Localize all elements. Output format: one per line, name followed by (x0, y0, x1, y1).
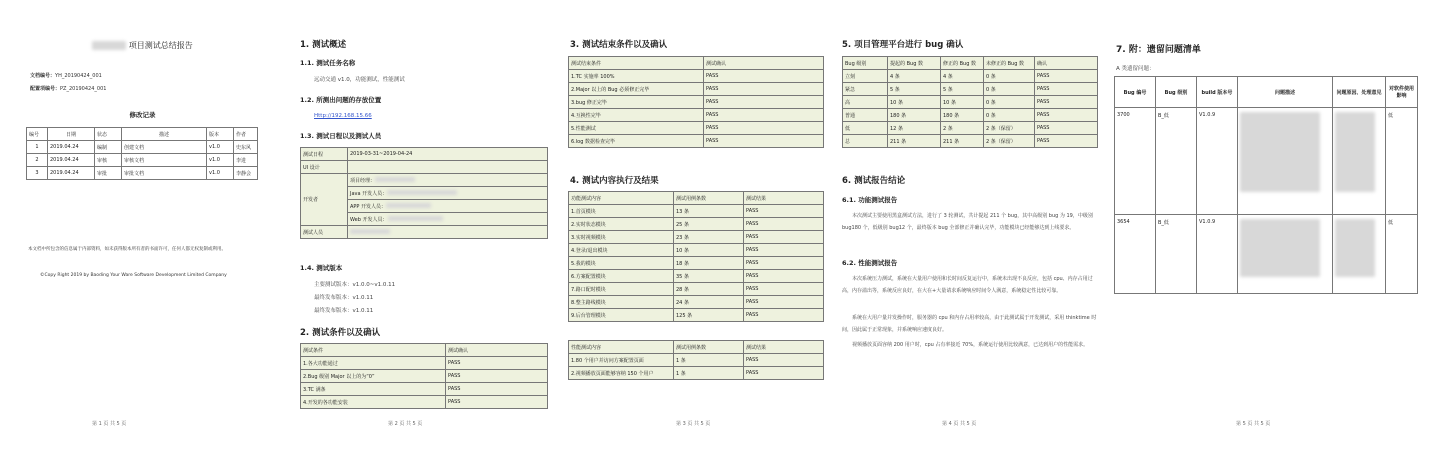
performance-report-text: 本次系统压力测试，系统在大量用户使用和长时间反复运行中，系统未出现不良反应，包括 cpu、内存占用过高，内存溢出等，系统反应良好，在大在+大量请求系统响应时间令人满意，系统稳定性比较可靠。 (842, 276, 1093, 294)
cell: 2.实时状态模块 (569, 218, 674, 231)
table-row (569, 135, 824, 148)
schedule-table (300, 147, 548, 239)
cell: PASS (744, 367, 824, 380)
cell: 3.bug 修正完毕 (569, 96, 704, 109)
cell: 审核文档 (122, 154, 207, 167)
cell: PASS (744, 205, 824, 218)
cell: PASS (704, 83, 824, 96)
cell: 2 条 (941, 122, 984, 135)
revision-header: 编号 (27, 128, 48, 141)
header-cell: 测试确认 (704, 57, 824, 70)
cell: 李进 (234, 154, 258, 167)
task-text: 远动交通 v1.0，功能测试，性能测试 (314, 77, 405, 83)
version-line: 主要测试版本：v1.0.0~v1.0.11 (314, 282, 396, 288)
table-row (569, 96, 824, 109)
header-cell: 测试确认 (446, 344, 548, 357)
end-conditions-table (568, 56, 824, 148)
revision-header: 描述 (122, 128, 207, 141)
table-header-row (843, 57, 1098, 70)
revision-header: 版本 (207, 128, 234, 141)
cell: 0 条 (984, 109, 1035, 122)
table-row (301, 174, 548, 187)
section-heading: 1.4. 测试版本 (300, 264, 343, 272)
page-number: 第 2 页 共 5 页 (388, 421, 423, 427)
cell: 24 条 (674, 296, 744, 309)
version-line: 最终发布版本：v1.0.11 (314, 308, 374, 314)
cell: 1 条 (674, 354, 744, 367)
cell: PASS (446, 357, 548, 370)
cell: 4.开发的各功能安装 (301, 396, 446, 409)
cell: 6.log 数据检查完毕 (569, 135, 704, 148)
cell: 2019.04.24 (48, 154, 95, 167)
performance-report-text: 视频播放页面容纳 200 用户时，cpu 占有率接近 70%，系统运行使用比较满意，已达到用户的性能需求。 (852, 342, 1089, 348)
section-heading: 7. 附：遗留问题清单 (1116, 45, 1201, 55)
report-title: 项目测试总结报告 (128, 41, 193, 50)
cell: V1.0.9 (1197, 108, 1238, 215)
issue-location-link[interactable]: Http://192.168.15.66 (314, 113, 372, 119)
revision-header: 日期 (48, 128, 95, 141)
page-number: 第 5 页 共 5 页 (1236, 421, 1271, 427)
section-heading: 1. 测试概述 (300, 40, 347, 50)
cell (348, 161, 548, 174)
class-a-label: A 类遗留问题： (1116, 66, 1155, 72)
cell: 3.TC 满条 (301, 383, 446, 396)
cell: 1.80 个用户并访问方案配置页面 (569, 354, 674, 367)
cell: UI 设计 (301, 161, 348, 174)
table-header-row (569, 192, 824, 205)
table-row (569, 122, 824, 135)
cell: 审批文档 (122, 167, 207, 180)
table-row (1115, 215, 1418, 294)
header-cell: 对软件使用影响 (1386, 77, 1418, 108)
cell (348, 226, 548, 239)
table-row (27, 154, 258, 167)
cell: PASS (744, 309, 824, 322)
page-1 (20, 0, 265, 453)
cell: 李静会 (234, 167, 258, 180)
table-row (569, 70, 824, 83)
header-cell: 问题描述 (1238, 77, 1333, 108)
section-heading: 5. 项目管理平台进行 bug 确认 (842, 40, 964, 50)
table-row (843, 109, 1098, 122)
table-row (843, 70, 1098, 83)
cell: 低 (1386, 108, 1418, 215)
cell: 低 (1386, 215, 1418, 294)
cell (1333, 215, 1386, 294)
table-row (569, 231, 824, 244)
cell: 紧急 (843, 83, 888, 96)
table-row (843, 135, 1098, 148)
cell: 211 条 (941, 135, 984, 148)
cell: 项目经理： (348, 174, 548, 187)
bug-summary-table (842, 56, 1098, 148)
cell: PASS (446, 370, 548, 383)
table-row (843, 122, 1098, 135)
header-cell: 测试条件 (301, 344, 446, 357)
cell: 立刻 (843, 70, 888, 83)
header-cell: 确认 (1035, 57, 1098, 70)
performance-test-table (568, 340, 824, 380)
cell: 0 条 (984, 96, 1035, 109)
cell: 28 条 (674, 283, 744, 296)
table-row (301, 161, 548, 174)
redacted-text (1240, 219, 1320, 277)
cell (1238, 215, 1333, 294)
table-row (569, 367, 824, 380)
page-number: 第 4 页 共 5 页 (942, 421, 977, 427)
cell: 2.Bug 级别 Major 以上的为“0” (301, 370, 446, 383)
redacted-text (1335, 112, 1375, 192)
header-cell: 性能测试内容 (569, 341, 674, 354)
page-3 (566, 0, 828, 453)
cell: 3.实时视频模块 (569, 231, 674, 244)
cell: v1.0 (207, 141, 234, 154)
cell: PASS (446, 396, 548, 409)
table-row (843, 96, 1098, 109)
cell: 2 (27, 154, 48, 167)
section-heading: 1.2. 所测出问题的存放位置 (300, 96, 382, 104)
cell: 180 条 (888, 109, 941, 122)
cell: 8.整主路线模块 (569, 296, 674, 309)
cell: B_低 (1156, 108, 1197, 215)
section-heading: 6. 测试报告结论 (842, 176, 906, 186)
performance-report-text: 系统在大用户量并发操作时，服务器的 cpu 和内存占用率较高，由于此测试属于开发测试，采用 thinktime 时间，因此属于正常现象，并系统响应速度良好。 (842, 315, 1097, 333)
table-row (301, 226, 548, 239)
cell: 5 条 (941, 83, 984, 96)
cell: 5.性能测试 (569, 122, 704, 135)
cell: 2019.04.24 (48, 167, 95, 180)
cell: PASS (704, 135, 824, 148)
cell (1333, 108, 1386, 215)
cell: PASS (704, 109, 824, 122)
report-title-row (20, 40, 265, 51)
section-heading: 4. 测试内容执行及结果 (570, 176, 659, 186)
cell: V1.0.9 (1197, 215, 1238, 294)
cell: 12 条 (888, 122, 941, 135)
header-cell: 测试用例条数 (674, 341, 744, 354)
revision-title: 修改记录 (129, 111, 156, 119)
cell: 3700 (1115, 108, 1156, 215)
table-row (843, 83, 1098, 96)
cell: 7.路口配时模块 (569, 283, 674, 296)
cell: 测试日程 (301, 148, 348, 161)
cell: PASS (1035, 109, 1098, 122)
cell: PASS (744, 270, 824, 283)
table-header-row (569, 57, 824, 70)
header-cell: Bug 级别 (1156, 77, 1197, 108)
cell: 23 条 (674, 231, 744, 244)
header-cell: 测试结束条件 (569, 57, 704, 70)
cell: 1.各大功能通过 (301, 357, 446, 370)
table-header-row (1115, 77, 1418, 108)
table-row (569, 283, 824, 296)
cell: 125 条 (674, 309, 744, 322)
conditions-table (300, 343, 548, 409)
cell: 2019.04.24 (48, 141, 95, 154)
cell: PASS (446, 383, 548, 396)
table-row (569, 309, 824, 322)
cell: 4 条 (941, 70, 984, 83)
cell: 0 条 (984, 83, 1035, 96)
redacted-project-name (92, 41, 126, 50)
header-cell: 提起的 Bug 数 (888, 57, 941, 70)
cell: PASS (744, 283, 824, 296)
table-row (569, 218, 824, 231)
cell: 25 条 (674, 218, 744, 231)
cell: 测试人员 (301, 226, 348, 239)
cell: PASS (744, 296, 824, 309)
header-cell: 测试结果 (744, 341, 824, 354)
cell: 史东风 (234, 141, 258, 154)
table-row (301, 357, 548, 370)
cell: PASS (1035, 96, 1098, 109)
cell: 2 条（保留） (984, 122, 1035, 135)
table-row (569, 83, 824, 96)
table-header-row (301, 344, 548, 357)
header-cell: build 版本号 (1197, 77, 1238, 108)
section-heading: 1.1. 测试任务名称 (300, 59, 356, 67)
page-5 (1112, 0, 1420, 453)
page-number: 第 3 页 共 5 页 (676, 421, 711, 427)
page-4 (840, 0, 1105, 453)
confidentiality-note: 本文档中所包含的信息属于内部资料，如未获得版本所有者的书面许可，任何人都无权复制或利用。 (28, 247, 226, 252)
header-cell: 未修正的 Bug 数 (984, 57, 1035, 70)
cell: 5.我的模块 (569, 257, 674, 270)
table-row (569, 270, 824, 283)
revision-header: 作者 (234, 128, 258, 141)
cell: 2.视频播放页面能够容纳 150 个用户 (569, 367, 674, 380)
cell: PASS (744, 257, 824, 270)
cell: 审核 (95, 154, 122, 167)
table-header-row (569, 341, 824, 354)
cell: 3 (27, 167, 48, 180)
header-cell: 功能测试内容 (569, 192, 674, 205)
table-row (569, 205, 824, 218)
table-row (1115, 108, 1418, 215)
table-row (569, 244, 824, 257)
cell: 1.TC 实施率 100% (569, 70, 704, 83)
version-line: 最终发布版本：v1.0.11 (314, 295, 374, 301)
table-row (569, 109, 824, 122)
doc-number: 文档编号：YH_20190424_001 (30, 73, 102, 79)
cell: 创建文档 (122, 141, 207, 154)
table-row (301, 396, 548, 409)
header-cell: Bug 编号 (1115, 77, 1156, 108)
section-heading: 6.1. 功能测试报告 (842, 196, 898, 204)
cell: 4.登录/退出模块 (569, 244, 674, 257)
header-cell: 问题原因、处理意见 (1333, 77, 1386, 108)
section-heading: 2. 测试条件以及确认 (300, 328, 381, 338)
cell: PASS (744, 244, 824, 257)
cell: 普通 (843, 109, 888, 122)
header-cell: 修正的 Bug 数 (941, 57, 984, 70)
page-2 (296, 0, 556, 453)
cell: 18 条 (674, 257, 744, 270)
table-row (27, 141, 258, 154)
revision-header: 状态 (95, 128, 122, 141)
redacted-name (375, 177, 415, 182)
redacted-text (1335, 219, 1375, 277)
cell: PASS (1035, 70, 1098, 83)
section-heading: 1.3. 测试日程以及测试人员 (300, 132, 382, 140)
page-number: 第 1 页 共 5 页 (92, 421, 127, 427)
cell: PASS (704, 96, 824, 109)
header-cell: Bug 级别 (843, 57, 888, 70)
outstanding-issues-table (1114, 76, 1418, 294)
table-row (27, 167, 258, 180)
cell: 2.Major 以上的 Bug 必须修正完毕 (569, 83, 704, 96)
cell: Java 开发人员： (348, 187, 548, 200)
revision-header-row (27, 128, 258, 141)
cell: 180 条 (941, 109, 984, 122)
cell: 10 条 (941, 96, 984, 109)
cell: PASS (704, 122, 824, 135)
cell: B_低 (1156, 215, 1197, 294)
redacted-name (386, 203, 431, 208)
cell: PASS (744, 218, 824, 231)
cell: 4 条 (888, 70, 941, 83)
cell: 低 (843, 122, 888, 135)
redacted-name (388, 216, 443, 221)
function-test-table (568, 191, 824, 322)
table-row (569, 257, 824, 270)
redacted-name (350, 229, 390, 234)
cell: 审批 (95, 167, 122, 180)
cell: 编制 (95, 141, 122, 154)
revision-table (26, 127, 258, 180)
cell: 9.后台管理模块 (569, 309, 674, 322)
cell: PASS (744, 354, 824, 367)
cell: 4.互换性完毕 (569, 109, 704, 122)
cell: 2019-03-31~2019-04-24 (348, 148, 548, 161)
cell: 211 条 (888, 135, 941, 148)
redacted-text (1240, 112, 1320, 192)
cell: 35 条 (674, 270, 744, 283)
cell: v1.0 (207, 154, 234, 167)
copyright: ©Copy Right 2019 by Baoding Your Ware Software Development Limited Company (40, 273, 227, 278)
cell: PASS (744, 231, 824, 244)
cell: 3654 (1115, 215, 1156, 294)
cell: 5 条 (888, 83, 941, 96)
table-row (301, 370, 548, 383)
cell: PASS (1035, 135, 1098, 148)
header-cell: 测试结果 (744, 192, 824, 205)
header-cell: 测试用例条数 (674, 192, 744, 205)
table-row (569, 296, 824, 309)
cell: 2 条（保留） (984, 135, 1035, 148)
function-report-text: 本次测试主要使用黑盒测试方法，进行了 3 轮测试，共计提起 211 个 bug，其中高级别 bug 为 19，中级别 bug180 个，低级别 bug12 个，最终版本 bug 全部修正并确认完毕，功能模块已经能够达到上线要求。 (842, 213, 1093, 231)
table-row (301, 383, 548, 396)
cell: 1 条 (674, 367, 744, 380)
cell: PASS (1035, 83, 1098, 96)
cell: 13 条 (674, 205, 744, 218)
redacted-name (387, 190, 457, 195)
cell: 6.方案配置模块 (569, 270, 674, 283)
cell: 10 条 (674, 244, 744, 257)
table-row (569, 354, 824, 367)
cell: 高 (843, 96, 888, 109)
cell: 总 (843, 135, 888, 148)
cell: PASS (1035, 122, 1098, 135)
cell: PASS (704, 70, 824, 83)
section-heading: 3. 测试结束条件以及确认 (570, 40, 668, 50)
config-number: 配置项编号：PZ_20190424_001 (30, 86, 107, 92)
cell: v1.0 (207, 167, 234, 180)
table-row (301, 148, 548, 161)
cell: 0 条 (984, 70, 1035, 83)
cell: APP 开发人员： (348, 200, 548, 213)
cell: Web 开发人员： (348, 213, 548, 226)
cell (1238, 108, 1333, 215)
cell: 1 (27, 141, 48, 154)
section-heading: 6.2. 性能测试报告 (842, 259, 898, 267)
cell: 10 条 (888, 96, 941, 109)
cell: 1.首页模块 (569, 205, 674, 218)
cell: 开发者 (301, 174, 348, 226)
